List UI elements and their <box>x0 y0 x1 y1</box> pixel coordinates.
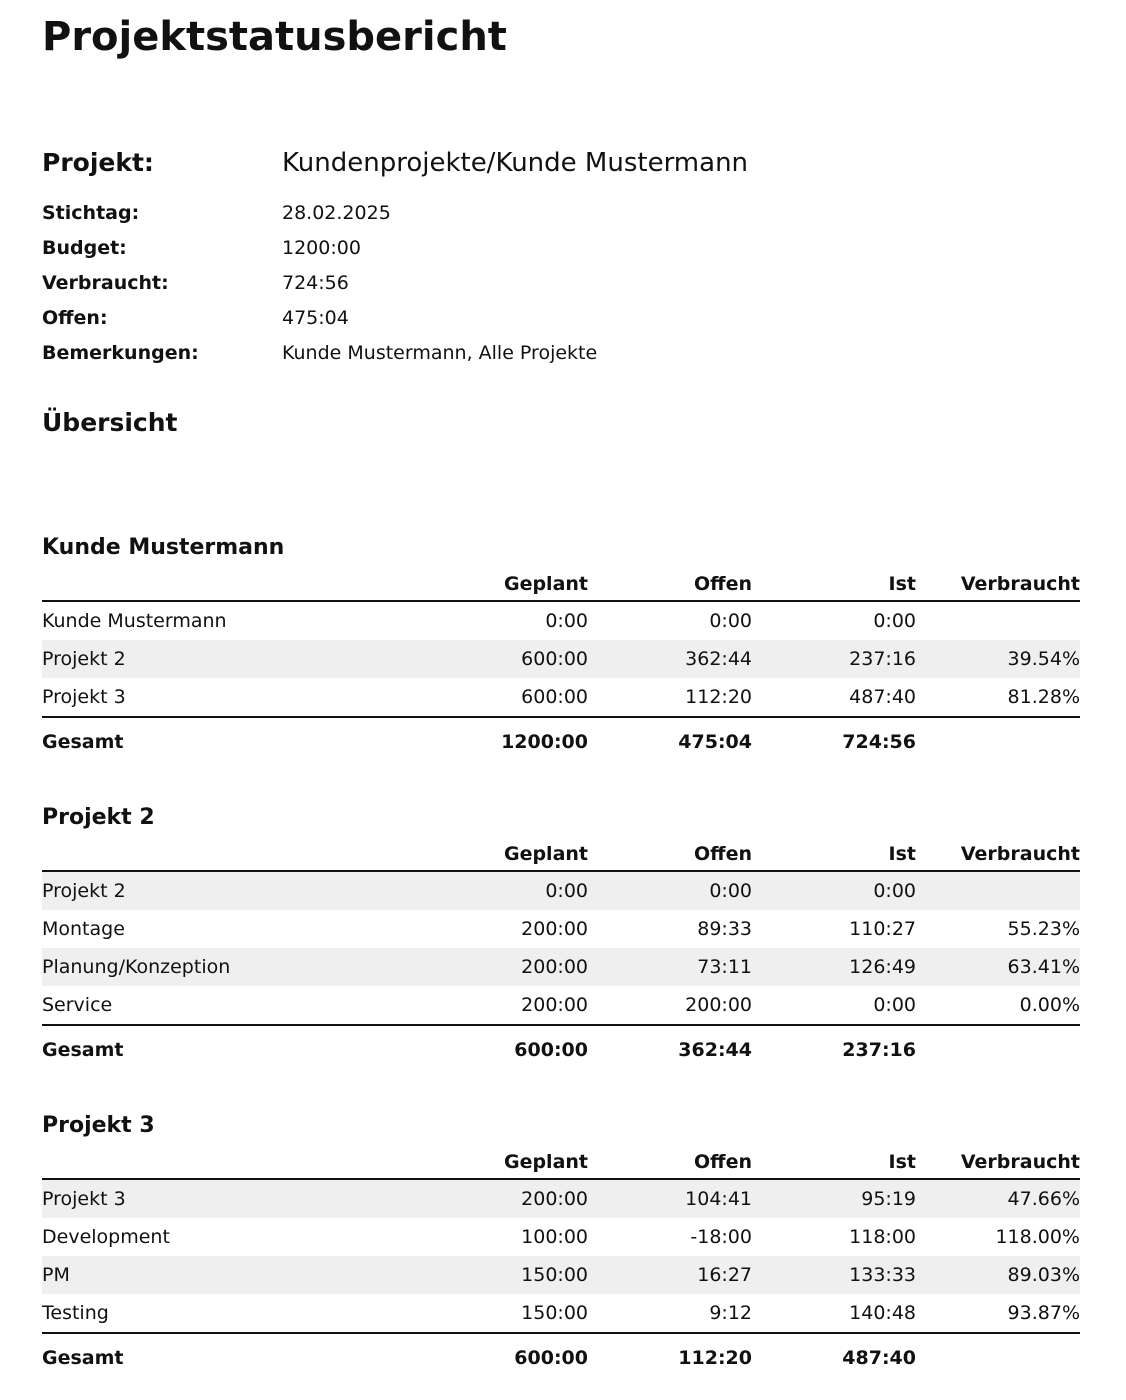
cell-geplant: 150:00 <box>422 1256 588 1294</box>
table-row <box>42 1294 1080 1333</box>
cell-offen: 362:44 <box>588 640 752 678</box>
cell-offen: 104:41 <box>588 1179 752 1218</box>
status-table <box>42 843 1080 1072</box>
cell-ist: 126:49 <box>752 948 916 986</box>
total-name: Gesamt <box>42 1025 422 1072</box>
cell-verbraucht: 63.41% <box>916 948 1080 986</box>
meta-value: 475:04 <box>282 307 349 329</box>
cell-ist: 0:00 <box>873 610 916 632</box>
total-geplant: 1200:00 <box>422 717 588 764</box>
total-verbraucht <box>916 717 1080 764</box>
cell-geplant: 200:00 <box>521 994 588 1016</box>
cell-geplant: 0:00 <box>422 871 588 910</box>
total-verbraucht <box>916 1333 1080 1380</box>
cell-verbraucht <box>916 601 1080 640</box>
cell-geplant: 600:00 <box>521 686 588 708</box>
cell-verbraucht: 118.00% <box>995 1226 1080 1248</box>
total-offen: 112:20 <box>588 1333 752 1380</box>
cell-name: Projekt 2 <box>42 640 422 678</box>
cell-name: PM <box>42 1256 422 1294</box>
cell-offen: 89:33 <box>697 918 752 940</box>
table-row <box>42 986 1080 1025</box>
cell-ist: 0:00 <box>752 871 916 910</box>
header-name <box>42 843 422 871</box>
table-row <box>42 1218 1080 1256</box>
table-header-row <box>42 573 1080 601</box>
header-name <box>42 573 422 601</box>
table-row <box>42 640 1080 678</box>
cell-ist: 487:40 <box>849 686 916 708</box>
total-ist: 487:40 <box>752 1333 916 1380</box>
cell-offen: 112:20 <box>685 686 752 708</box>
project-value: Kundenprojekte/Kunde Mustermann <box>282 148 749 178</box>
total-name: Gesamt <box>42 1333 422 1380</box>
meta-value: 28.02.2025 <box>282 202 391 224</box>
table-row <box>42 871 1080 910</box>
cell-offen: 200:00 <box>685 994 752 1016</box>
cell-ist: 95:19 <box>752 1179 916 1218</box>
cell-offen: 9:12 <box>709 1302 752 1324</box>
cell-verbraucht: 55.23% <box>1007 918 1080 940</box>
cell-verbraucht: 81.28% <box>1007 686 1080 708</box>
cell-geplant: 600:00 <box>422 640 588 678</box>
cell-verbraucht: 47.66% <box>916 1179 1080 1218</box>
table-row <box>42 1256 1080 1294</box>
meta-key: Stichtag: <box>42 202 140 224</box>
header-geplant: Geplant <box>422 573 588 601</box>
cell-ist: 140:48 <box>849 1302 916 1324</box>
header-offen: Offen <box>588 573 752 601</box>
cell-ist: 0:00 <box>873 994 916 1016</box>
table-row <box>42 678 1080 717</box>
cell-offen: 0:00 <box>709 610 752 632</box>
section-title: Projekt 3 <box>42 1113 155 1138</box>
cell-name: Projekt 3 <box>42 686 126 708</box>
total-ist: 724:56 <box>752 717 916 764</box>
meta-key: Budget: <box>42 237 127 259</box>
cell-geplant: 150:00 <box>521 1302 588 1324</box>
section-title: Projekt 2 <box>42 805 155 830</box>
total-ist: 237:16 <box>752 1025 916 1072</box>
meta-value: 724:56 <box>282 272 349 294</box>
table-total-row <box>42 717 1080 764</box>
cell-name: Projekt 2 <box>42 871 422 910</box>
total-offen: 362:44 <box>588 1025 752 1072</box>
total-geplant: 600:00 <box>422 1333 588 1380</box>
header-ist: Ist <box>752 1151 916 1179</box>
cell-name: Planung/Konzeption <box>42 948 422 986</box>
status-table <box>42 573 1080 764</box>
total-verbraucht <box>916 1025 1080 1072</box>
section-projekt-2 <box>42 803 1080 1072</box>
table-row <box>42 910 1080 948</box>
cell-verbraucht: 39.54% <box>916 640 1080 678</box>
project-label: Projekt: <box>42 148 154 177</box>
total-name: Gesamt <box>42 717 422 764</box>
cell-verbraucht: 0.00% <box>1019 994 1080 1016</box>
cell-offen: -18:00 <box>690 1226 752 1248</box>
cell-verbraucht: 93.87% <box>1007 1302 1080 1324</box>
section-kunde-mustermann <box>42 533 1080 764</box>
meta-key: Bemerkungen: <box>42 342 199 364</box>
header-ist: Ist <box>752 573 916 601</box>
table-row <box>42 948 1080 986</box>
cell-name: Kunde Mustermann <box>42 610 227 632</box>
cell-ist: 110:27 <box>849 918 916 940</box>
cell-name: Service <box>42 994 113 1016</box>
table-row <box>42 601 1080 640</box>
cell-ist: 237:16 <box>752 640 916 678</box>
table-row <box>42 1179 1080 1218</box>
header-verbraucht: Verbraucht <box>916 573 1080 601</box>
cell-geplant: 100:00 <box>521 1226 588 1248</box>
report-title: Projektstatusbericht <box>42 14 507 60</box>
overview-heading: Übersicht <box>42 408 178 437</box>
meta-key: Verbraucht: <box>42 272 169 294</box>
table-header-row <box>42 843 1080 871</box>
cell-offen: 73:11 <box>588 948 752 986</box>
cell-ist: 118:00 <box>849 1226 916 1248</box>
cell-geplant: 200:00 <box>422 1179 588 1218</box>
header-verbraucht: Verbraucht <box>916 1151 1080 1179</box>
table-total-row <box>42 1333 1080 1380</box>
cell-verbraucht <box>916 871 1080 910</box>
cell-name: Montage <box>42 918 125 940</box>
meta-value: Kunde Mustermann, Alle Projekte <box>282 342 598 364</box>
cell-name: Development <box>42 1226 170 1248</box>
cell-ist: 133:33 <box>752 1256 916 1294</box>
cell-offen: 0:00 <box>588 871 752 910</box>
header-verbraucht: Verbraucht <box>916 843 1080 871</box>
section-projekt-3 <box>42 1111 1080 1380</box>
header-geplant: Geplant <box>422 843 588 871</box>
header-name <box>42 1151 422 1179</box>
cell-name: Projekt 3 <box>42 1179 422 1218</box>
table-header-row <box>42 1151 1080 1179</box>
meta-value: 1200:00 <box>282 237 361 259</box>
section-title: Kunde Mustermann <box>42 535 285 560</box>
table-total-row <box>42 1025 1080 1072</box>
header-ist: Ist <box>752 843 916 871</box>
cell-geplant: 200:00 <box>521 918 588 940</box>
header-offen: Offen <box>588 843 752 871</box>
total-offen: 475:04 <box>588 717 752 764</box>
header-offen: Offen <box>588 1151 752 1179</box>
total-geplant: 600:00 <box>422 1025 588 1072</box>
cell-geplant: 200:00 <box>422 948 588 986</box>
cell-verbraucht: 89.03% <box>916 1256 1080 1294</box>
cell-name: Testing <box>42 1302 109 1324</box>
status-table <box>42 1151 1080 1380</box>
cell-offen: 16:27 <box>588 1256 752 1294</box>
meta-key: Offen: <box>42 307 108 329</box>
cell-geplant: 0:00 <box>545 610 588 632</box>
header-geplant: Geplant <box>422 1151 588 1179</box>
